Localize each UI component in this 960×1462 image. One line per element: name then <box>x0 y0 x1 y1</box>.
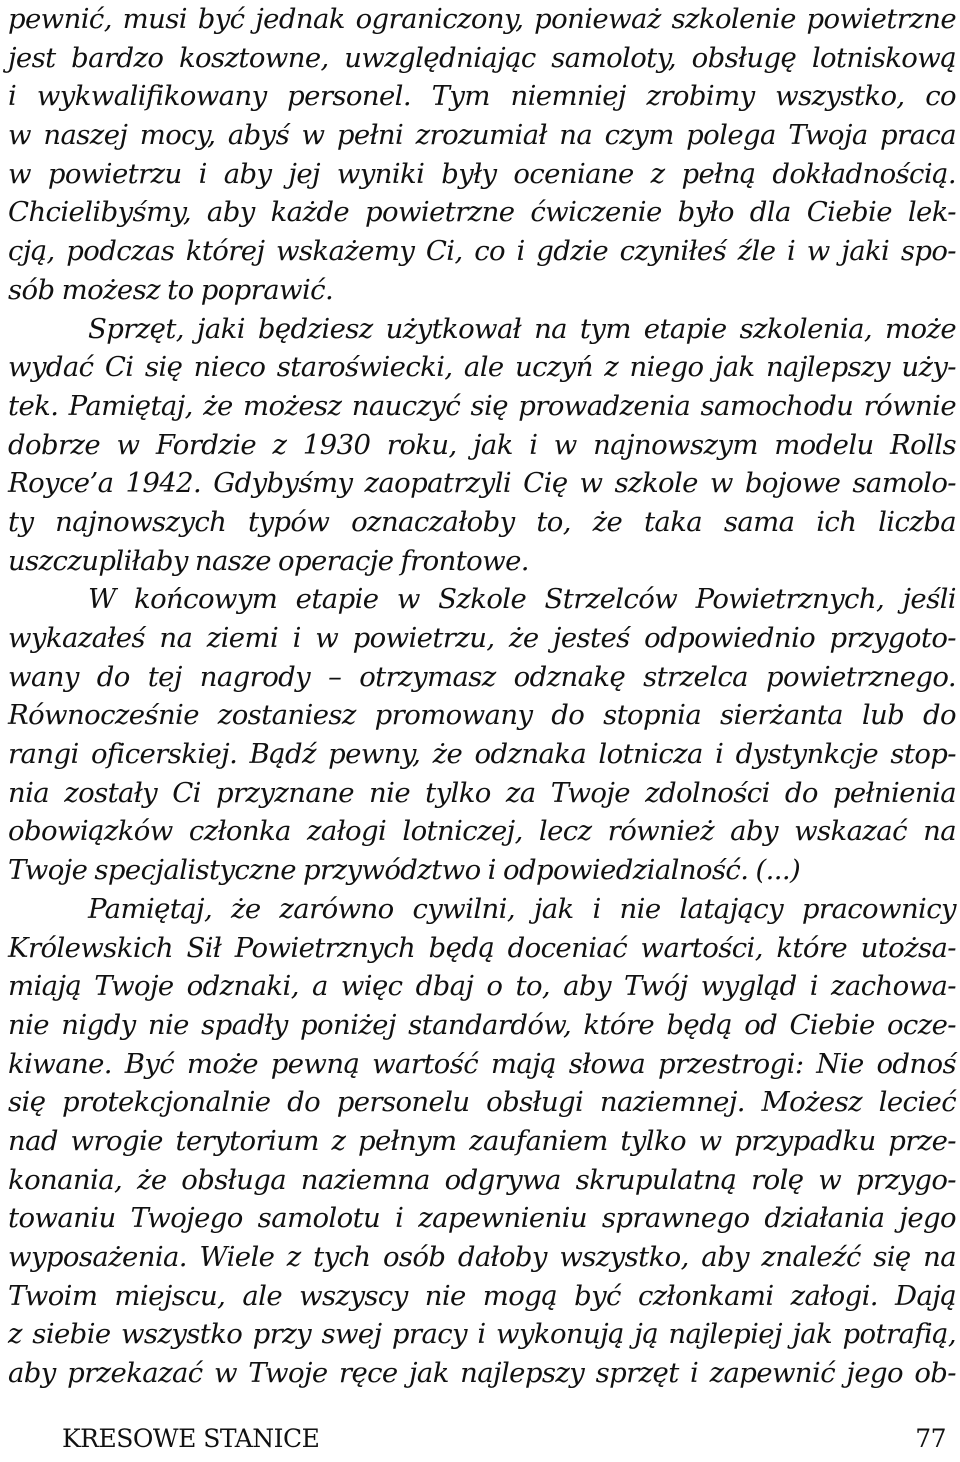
text-line-paragraph-start: Pamiętaj, że zarówno cywilni, jak i nie latający pracownicy <box>88 892 956 925</box>
text-line-paragraph-end: uszczupliłaby nasze operacje frontowe. <box>8 544 529 577</box>
text-line: w powietrzu i aby jej wyniki były oceniane z pełną dokładnością. <box>8 157 956 190</box>
text-line: ty najnowszych typów oznaczałoby to, że taka sama ich liczba <box>8 505 956 538</box>
text-line: miają Twoje odznaki, a więc dbaj o to, aby Twój wygląd i zachowa- <box>8 970 956 1003</box>
text-line-paragraph-start: Sprzęt, jaki będziesz użytkował na tym etapie szkolenia, może <box>88 312 956 345</box>
text-line: aby przekazać w Twoje ręce jak najlepszy sprzęt i zapewnić jego ob- <box>8 1357 956 1390</box>
text-line-paragraph-start: W końcowym etapie w Szkole Strzelców Powietrznych, jeśli <box>88 583 956 616</box>
text-line: pewnić, musi być jednak ograniczony, ponieważ szkolenie powietrzne <box>8 3 956 35</box>
text-line: obowiązków członka załogi lotniczej, lecz również aby wskazać na <box>8 815 956 848</box>
text-line: Równocześnie zostaniesz promowany do stopnia sierżanta lub do <box>8 699 956 732</box>
text-line: towaniu Twojego samolotu i zapewnieniu sprawnego działania jego <box>8 1202 956 1235</box>
text-line: wydać Ci się nieco staroświecki, ale uczyń z niego jak najlepszy uży- <box>8 351 956 384</box>
text-line: dobrze w Fordzie z 1930 roku, jak i w najnowszym modelu Rolls <box>8 428 956 461</box>
page-number: 77 <box>915 1424 946 1453</box>
text-line: Królewskich Sił Powietrznych będą doceniać wartości, które utożsa- <box>8 931 956 964</box>
text-line: wykazałeś na ziemi i w powietrzu, że jesteś odpowiednio przygoto- <box>8 622 956 654</box>
text-line: jest bardzo kosztowne, uwzględniając samoloty, obsługę lotniskową <box>8 41 956 74</box>
text-line: tek. Pamiętaj, że możesz nauczyć się prowadzenia samochodu równie <box>8 389 956 422</box>
text-line: w naszej mocy, abyś w pełni zrozumiał na czym polega Twoja praca <box>8 119 956 152</box>
text-line: i wykwalifikowany personel. Tym niemniej zrobimy wszystko, co <box>8 80 956 113</box>
text-line: się protekcjonalnie do personelu obsługi naziemnej. Możesz lecieć <box>8 1086 956 1119</box>
text-line: konania, że obsługa naziemna odgrywa skrupulatną rolę w przygo- <box>8 1163 956 1196</box>
text-line: rangi oficerskiej. Bądź pewny, że odznaka lotnicza i dystynkcje stop- <box>8 738 956 771</box>
page-footer <box>62 1424 946 1458</box>
text-line-paragraph-end: Twoje specjalistyczne przywództwo i odpowiedzialność. (...) <box>8 854 801 887</box>
text-line-paragraph-end: sób możesz to poprawić. <box>8 273 334 306</box>
text-line: wany do tej nagrody – otrzymasz odznakę strzelca powietrznego. <box>8 660 956 693</box>
text-line: nad wrogie terytorium z pełnym zaufaniem tylko w przypadku prze- <box>8 1124 956 1157</box>
text-line: nia zostały Ci przyznane nie tylko za Twoje zdolności do pełnienia <box>8 776 956 809</box>
body-text <box>8 0 956 1393</box>
text-line: Chcielibyśmy, aby każde powietrzne ćwiczenie było dla Ciebie lek- <box>8 196 956 229</box>
text-line: cją, podczas której wskażemy Ci, co i gdzie czyniłeś źle i w jaki spo- <box>8 235 956 268</box>
text-line: kiwane. Być może pewną wartość mają słowa przestrogi: Nie odnoś <box>8 1047 956 1080</box>
text-line: Royce’a 1942. Gdybyśmy zaopatrzyli Cię w szkole w bojowe samolo- <box>8 467 956 500</box>
text-line: z siebie wszystko przy swej pracy i wykonują ją najlepiej jak potrafią, <box>8 1318 956 1351</box>
text-line: Twoim miejscu, ale wszyscy nie mogą być członkami załogi. Dają <box>8 1279 956 1312</box>
text-line: nie nigdy nie spadły poniżej standardów, które będą od Ciebie ocze- <box>8 1008 956 1041</box>
running-title: KRESOWE STANICE <box>62 1424 320 1453</box>
text-line: wyposażenia. Wiele z tych osób dałoby wszystko, aby znaleźć się na <box>8 1241 956 1273</box>
